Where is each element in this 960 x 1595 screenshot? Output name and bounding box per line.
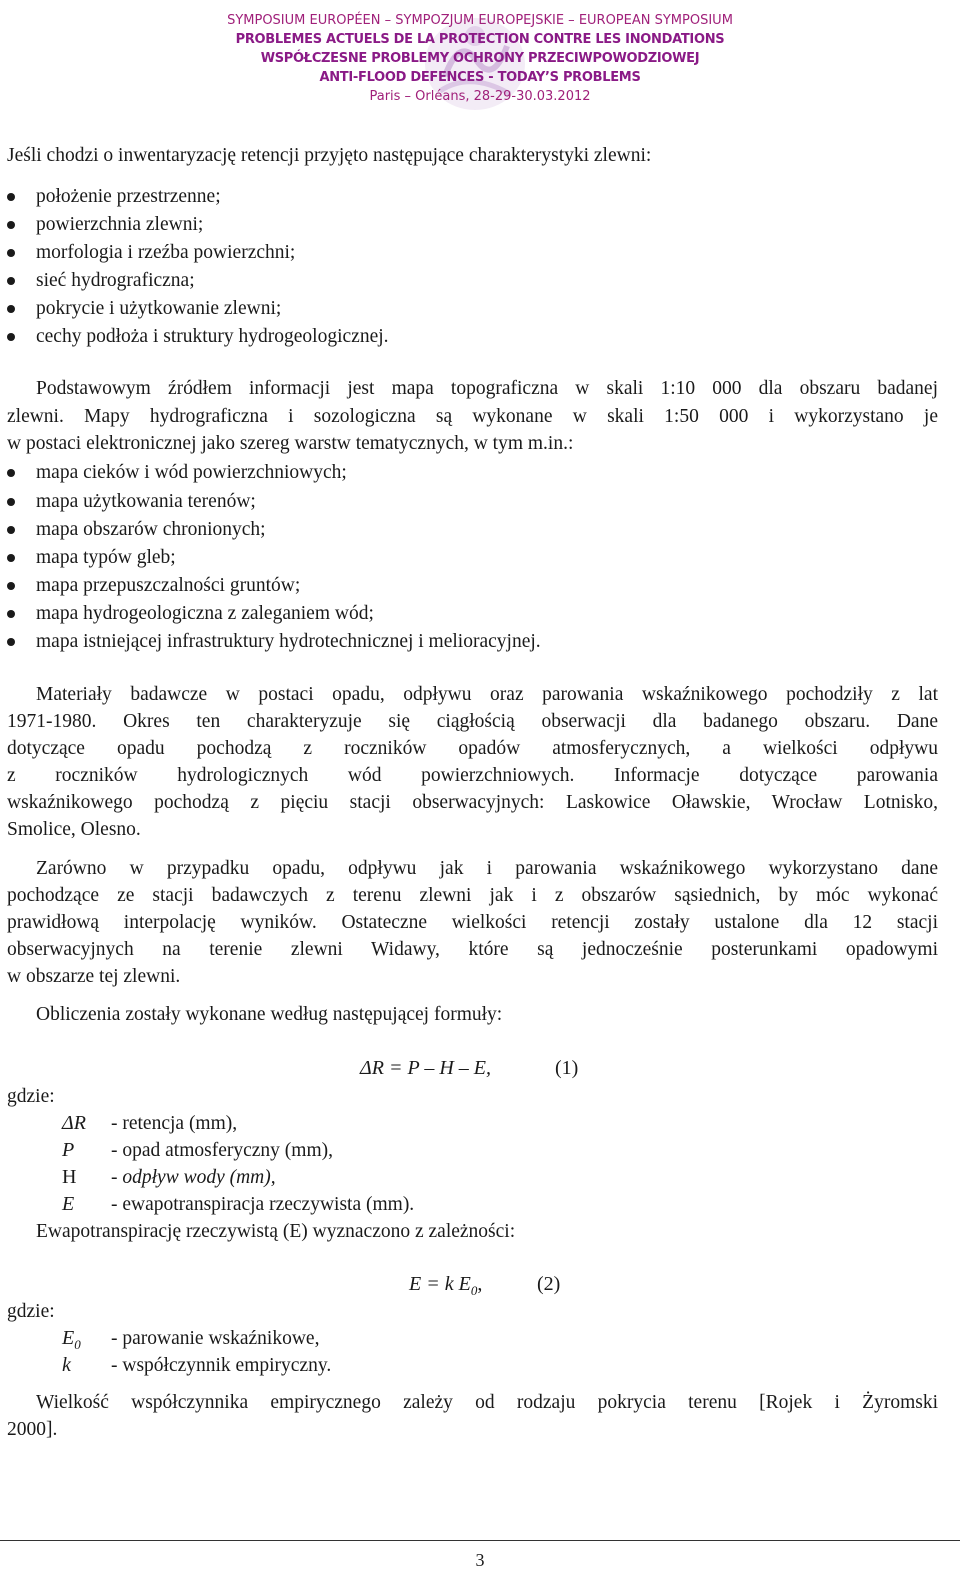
header-location-date: Paris – Orléans, 28-29-30.03.2012 [369, 89, 591, 104]
equation-2 [409, 1271, 482, 1304]
equation-1 [360, 1055, 491, 1082]
paragraph-line: Podstawowym źródłem informacji jest mapa topograficzna w skali 1:10 000 dla obszaru badanej [36, 378, 938, 399]
bullet-icon [7, 249, 15, 257]
equation-2-number: (2) [537, 1273, 561, 1295]
paragraph-line: w postaci elektronicznej jako szereg warstw tematycznych, w tym m.in.: [7, 433, 574, 454]
paragraph-line: Materiały badawcze w postaci opadu, odpływu oraz parowania wskaźnikowego pochodziły z lat [36, 684, 938, 705]
definition-symbol: ΔR [62, 1112, 86, 1134]
bullet-icon [7, 554, 15, 562]
paragraph-line: 2000]. [7, 1419, 58, 1440]
paragraph-line: Wielkość współczynnika empirycznego zależy od rodzaju pokrycia terenu [Rojek i Żyromski [36, 1392, 938, 1413]
bullet-icon [7, 221, 15, 229]
paragraph-line: pochodzące ze stacji badawczych z terenu zlewni jak i z obszarów sąsiednich, by móc wykonać [7, 885, 938, 906]
definition-symbol: P [62, 1139, 75, 1161]
bullet-icon [7, 469, 15, 477]
header-polish-title: WSPÓŁCZESNE PROBLEMY OCHRONY PRZECIWPOWODZIOWEJ [260, 51, 700, 66]
definition-symbol: E [62, 1193, 75, 1215]
bullet-icon [7, 526, 15, 534]
paragraph-line: wskaźnikowego pochodzą z pięciu stacji obserwacyjnych: Laskowice Oławskie, Wrocław Lotnisko, [7, 792, 938, 813]
paragraph-line: Ewapotranspirację rzeczywistą (E) wyznaczono z zależności: [36, 1221, 516, 1242]
definition-text: - opad atmosferyczny (mm), [111, 1140, 334, 1161]
bullet-icon [7, 333, 15, 341]
definition-text: - współczynnik empiryczny. [111, 1355, 332, 1376]
equation-1-number: (1) [555, 1057, 579, 1079]
paragraph-line: 1971-1980. Okres ten charakteryzuje się ciągłością obserwacji dla badanego obszaru. Dane [7, 711, 938, 732]
paragraph-line: w obszarze tej zlewni. [7, 966, 181, 987]
definition-text: - odpływ wody (mm), [111, 1167, 276, 1188]
bullet-icon [7, 193, 15, 201]
paragraph-line: Zarówno w przypadku opadu, odpływu jak i parowania wskaźnikowego wykorzystano dane [36, 858, 938, 879]
paragraph-line: prawidłową interpolację wyników. Ostateczne wielkości retencji zostały ustalone dla 12 stacji [7, 912, 938, 933]
paragraph-line: z roczników hydrologicznych wód powierzchniowych. Informacje dotyczące parowania [7, 765, 938, 786]
equation-2-comma: , [477, 1273, 483, 1295]
definition-text: - retencja (mm), [111, 1113, 238, 1134]
bullet-icon [7, 582, 15, 590]
paragraph-line: zlewni. Mapy hydrograficzna i sozologiczna są wykonane w skali 1:50 000 i wykorzystano je [7, 406, 938, 427]
subscript-zero: 0 [470, 1283, 478, 1298]
bullet-icon [7, 305, 15, 313]
definition-symbol: H [62, 1166, 77, 1188]
where-label: gdzie: [7, 1086, 55, 1107]
header-french-title: PROBLEMES ACTUELS DE LA PROTECTION CONTRE LES INONDATIONS [235, 32, 725, 47]
paragraph-line: dotyczące opadu pochodzą z roczników opadów atmosferycznych, a wielkości odpływu [7, 738, 938, 759]
bullet-icon [7, 498, 15, 506]
where-label: gdzie: [7, 1301, 55, 1322]
definition-text: - parowanie wskaźnikowe, [111, 1328, 320, 1349]
symposium-header [0, 0, 960, 120]
header-english-title: ANTI-FLOOD DEFENCES - TODAY’S PROBLEMS [319, 70, 641, 85]
equation-1-body: R = P – H – E, [371, 1057, 491, 1079]
paragraph-line: Smolice, Olesno. [7, 819, 141, 840]
definition-symbol: $E_0$ [62, 1327, 81, 1352]
footer-divider [0, 1540, 960, 1541]
paragraph-line: Obliczenia zostały wykonane według następującej formuły: [36, 1004, 503, 1025]
bullet-icon [7, 277, 15, 285]
page-number: 3 [475, 1550, 485, 1570]
paragraph-line: obserwacyjnych na terenie zlewni Widawy, które są jednocześnie posterunkami opadowymi [7, 939, 938, 960]
header-symposium-line: SYMPOSIUM EUROPÉEN – SYMPOZJUM EUROPEJSKIE – EUROPEAN SYMPOSIUM [227, 13, 733, 28]
intro-paragraph: Jeśli chodzi o inwentaryzację retencji przyjęto następujące charakterystyki zlewni: [7, 145, 652, 166]
bullet-icon [7, 610, 15, 618]
equation-2-body: E = k E [409, 1273, 471, 1295]
definition-text: - ewapotranspiracja rzeczywista (mm). [111, 1194, 415, 1215]
delta-symbol: Δ [360, 1057, 372, 1079]
definition-symbol: k [62, 1354, 71, 1376]
bullet-icon [7, 638, 15, 646]
